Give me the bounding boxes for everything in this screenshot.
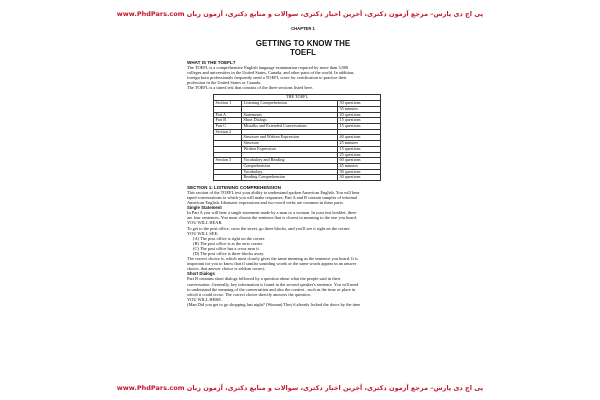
- table-cell: 45 minutes: [338, 163, 381, 169]
- table-cell: 15 questions: [338, 123, 381, 129]
- title-line-2: TOEFL: [289, 48, 317, 57]
- chapter-label: CHAPTER 1: [291, 26, 315, 31]
- document-content: [187, 24, 419, 307]
- table-cell: 30 questions: [338, 175, 381, 181]
- banner-site-link[interactable]: www.PhdPars.com: [116, 10, 185, 18]
- text-line: to understand the meaning of the conversation and also the context , such as the time or place in: [187, 286, 356, 292]
- section-heading-listening: SECTION 1: LISTENING COMPREHENSION: [187, 185, 281, 191]
- table-caption: THE TOEFL: [214, 95, 381, 101]
- table-cell: Vocabulary and Reading: [242, 158, 338, 164]
- text-line: This section of the TOEFL test your ability to understand spoken American English. You will hear: [187, 190, 360, 196]
- text-line: To get to the post office, cross the street, go three blocks, and you'll see it right on the corner.: [187, 225, 351, 231]
- table-cell: Section 2: [214, 129, 242, 135]
- table-cell: Vocabulary: [242, 169, 338, 175]
- table-cell: 25 questions: [338, 152, 381, 158]
- text-line: conversation. Generally, key information is found in the second speaker's sentence. You will need: [187, 281, 359, 287]
- banner-persian-text: پی اچ دی پارس– مرجع آزمون دکتری، آخرین اخبار دکتری، سوالات و منابع دکتری، آزمون زبان: [186, 384, 484, 392]
- banner-site-link[interactable]: www.PhdPars.com: [116, 384, 185, 392]
- page-title: [187, 39, 419, 57]
- answer-option: (D) The post office is three blocks away.: [193, 251, 265, 257]
- subheading-single-statement: Single Statement: [187, 205, 222, 211]
- text-line: important for you to know that if similar sounding words or the same words appear in an answer: [187, 261, 357, 267]
- table-cell: [214, 175, 242, 181]
- table-cell: Comprehension: [242, 163, 338, 169]
- table-cell: Written Expression: [242, 146, 338, 152]
- table-cell: 60 questions: [338, 158, 381, 164]
- answer-option: (A) The post office is right on the corner.: [193, 235, 266, 241]
- table-cell: Structure: [242, 141, 338, 147]
- table-cell: Reading Comprehension: [242, 175, 338, 181]
- text-line: taped conversations to which you will make responses. Part A and B contain samples of informal: [187, 195, 358, 201]
- what-is-paragraph: [187, 65, 419, 90]
- table-cell: 40 questions: [338, 135, 381, 141]
- table-cell: Mistalks and Extended Conversations: [242, 123, 338, 129]
- answer-option: (B) The post office is at the next corner.: [193, 240, 263, 246]
- table-cell: Structure and Written Expression: [242, 135, 338, 141]
- table-cell: Short Dialogs: [242, 118, 338, 124]
- section-heading-what-is: WHAT IS THE TOEFL?: [187, 60, 236, 65]
- toefl-sections-table: [213, 94, 381, 181]
- subheading-short-dialogs: Short Dialogs: [187, 271, 215, 277]
- table-cell: 25 minutes: [338, 141, 381, 147]
- table-cell: Part B: [214, 118, 242, 124]
- table-cell: 30 questions: [338, 169, 381, 175]
- text-line: which it could occur. The correct choice directly answers the question.: [187, 291, 311, 297]
- table-cell: 35 minutes: [338, 106, 381, 112]
- text-line: Part B contains short dialogs followed by a question about what the people said in their: [187, 276, 341, 282]
- text-line: The TOEFL is a comprehensive English language examination required by more than 3,000: [187, 65, 349, 70]
- table-cell: Section 3: [214, 158, 242, 164]
- text-line: are four sentences. You must choose the sentence that is closest in meaning to the one you heard.: [187, 215, 357, 221]
- text-line: The correct choice is, which most closely gives the same meaning as the sentence you heard. It is: [187, 256, 358, 262]
- text-line: (Man Did you get to go shopping last night? (Woman) They'd already locked the doors by the time: [187, 301, 361, 307]
- table-cell: Statements: [242, 112, 338, 118]
- text-line: YOU WILL HEAR.: [187, 220, 223, 226]
- text-line: foreign born professionals frequently need a TOEFL score for certification to practice their: [187, 75, 347, 81]
- table-row: [214, 175, 381, 181]
- top-banner: [0, 10, 600, 18]
- bottom-banner: [0, 384, 600, 392]
- table-cell: 15 questions: [338, 146, 381, 152]
- answer-option: (C) The post office has a cross near it.: [193, 245, 260, 251]
- text-line: The TOEFL is a timed test that consists of the three sections listed here.: [187, 85, 314, 91]
- table-cell: 20 questions: [338, 112, 381, 118]
- table-cell: Listening Comprehension: [242, 101, 338, 107]
- text-line: In Part A you will hear a single statement made by a man or a woman. In your test booklet, there: [187, 210, 357, 216]
- text-line: choice, that answer choice is seldom correct.: [187, 266, 266, 272]
- table-cell: Section 1: [214, 101, 242, 107]
- text-line: profession in the United States or Canada.: [187, 80, 262, 86]
- text-line: YOU WILL HERE.: [187, 296, 222, 302]
- text-line: colleges and universities in the United States, Canada, and other parts of the world. In addition,: [187, 70, 355, 76]
- banner-persian-text: پی اچ دی پارس– مرجع آزمون دکتری، آخرین اخبار دکتری، سوالات و منابع دکتری، آزمون زبان: [186, 10, 484, 18]
- table-cell: Part A: [214, 112, 242, 118]
- text-line: YOU WILL SEE:: [187, 230, 219, 236]
- table-cell: 15 questions: [338, 118, 381, 124]
- table-cell: 50 questions: [338, 101, 381, 107]
- title-line-1: GETTING TO KNOW THE: [255, 39, 351, 48]
- table-cell: Part C: [214, 123, 242, 129]
- text-line: American English. Idiomatic expressions and two-word verbs are common in these parts.: [187, 200, 344, 206]
